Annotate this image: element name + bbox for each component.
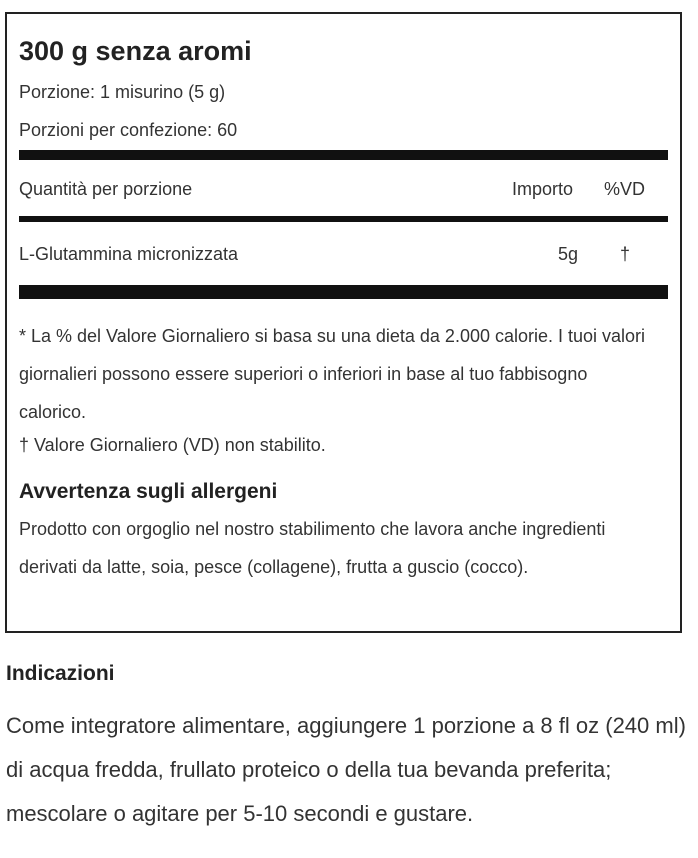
directions-title: Indicazioni (6, 662, 115, 685)
directions-text: Come integratore alimentare, aggiungere 1 porzione a 8 fl oz (240 ml) di acqua fredda, frullato proteico o della tua bevanda preferita; mescolare o agitare per 5-10 secondi e gustare. (6, 713, 686, 826)
ingredient-amount: 5g (558, 244, 579, 264)
thick-divider-bottom (19, 285, 668, 299)
amount-column-header: Importo (512, 179, 574, 199)
product-title: 300 g senza aromi (19, 36, 252, 66)
nutrition-facts-panel (5, 12, 682, 633)
dv-footnote: * La % del Valore Giornaliero si basa su una dieta da 2.000 calorie. I tuoi valori giornalieri possono essere superiori o inferiori in base al tuo fabbisogno calorico. (19, 326, 646, 422)
allergen-title: Avvertenza sugli allergeni (19, 480, 278, 503)
amount-per-serving-label: Quantità per porzione (19, 179, 193, 199)
ingredient-dv: † (620, 244, 631, 264)
not-established-footnote: † Valore Giornaliero (VD) non stabilito. (19, 435, 326, 455)
serving-size: Porzione: 1 misurino (5 g) (19, 82, 226, 102)
allergen-text: Prodotto con orgoglio nel nostro stabilimento che lavora anche ingredienti derivati da latte, soia, pesce (collagene), frutta a guscio (cocco). (19, 519, 606, 577)
thick-divider (19, 150, 668, 160)
footnotes (19, 317, 659, 459)
dv-column-header: %VD (604, 179, 646, 199)
servings-per-container: Porzioni per confezione: 60 (19, 120, 238, 140)
medium-divider (19, 216, 668, 222)
ingredient-name: L-Glutammina micronizzata (19, 244, 239, 264)
